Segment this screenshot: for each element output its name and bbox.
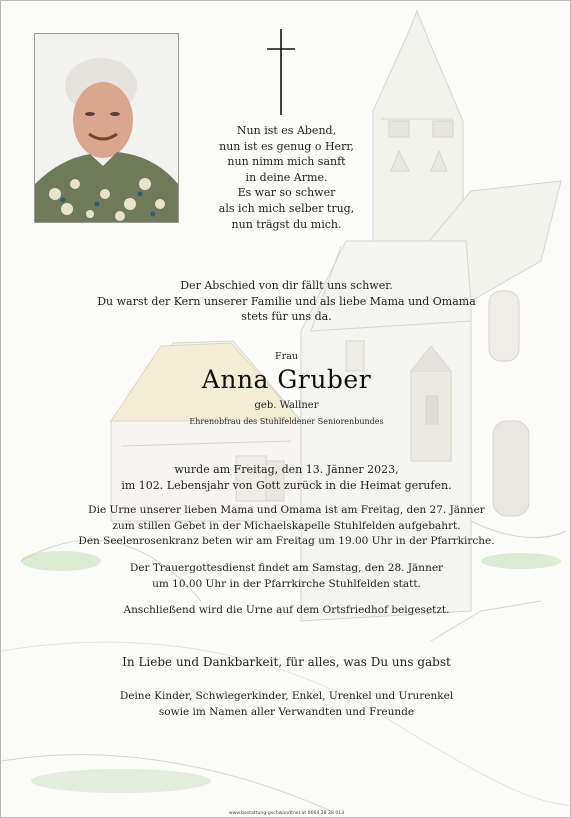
cross-icon bbox=[267, 29, 295, 115]
poem-line: Es war so schwer bbox=[237, 186, 336, 200]
service-notice bbox=[1, 561, 571, 592]
death-line: wurde am Freitag, den 13. Jänner 2023, bbox=[174, 463, 399, 476]
birth-name: geb. Wallner bbox=[254, 400, 319, 411]
poem-line: Nun ist es Abend, bbox=[236, 124, 337, 137]
closing-line: In Liebe und Dankbarkeit, für alles, was Du uns gabst bbox=[122, 655, 451, 669]
viewing-line: Die Urne unserer lieben Mama und Omama ist am Freitag, den 27. Jänner bbox=[88, 504, 485, 516]
honorary-title: Ehrenobfrau des Stuhlfeldener Seniorenbundes bbox=[189, 417, 384, 426]
farewell-line: stets für uns da. bbox=[241, 310, 332, 324]
salutation: Frau bbox=[275, 351, 298, 362]
family-signature bbox=[1, 689, 571, 720]
burial-notice: Anschließend wird die Urne auf dem Ortsfriedhof beigesetzt. bbox=[123, 604, 450, 616]
viewing-line: Den Seelenrosenkranz beten wir am Freitag um 19.00 Uhr in der Pfarrkirche. bbox=[78, 535, 495, 548]
farewell-line: Der Abschied von dir fällt uns schwer. bbox=[180, 279, 393, 292]
farewell-text bbox=[1, 278, 571, 325]
deceased-name: Anna Gruber bbox=[201, 365, 372, 394]
poem-line: in deine Arme. bbox=[245, 170, 328, 184]
poem-line: nun ist es genug o Herr, bbox=[219, 139, 354, 153]
family-line: Deine Kinder, Schwiegerkinder, Enkel, Urenkel und Ururenkel bbox=[119, 690, 454, 702]
death-notice bbox=[1, 462, 571, 493]
family-line: sowie im Namen aller Verwandten und Freunde bbox=[158, 705, 415, 718]
service-line: Der Trauergottesdienst findet am Samstag, den 28. Jänner bbox=[129, 562, 444, 574]
poem bbox=[1, 123, 571, 232]
farewell-line: Du warst der Kern unserer Familie und als liebe Mama und Omama bbox=[97, 294, 476, 308]
viewing-line: zum stillen Gebet in der Michaelskapelle Stuhlfelden aufgebahrt. bbox=[112, 519, 461, 532]
viewing-notice bbox=[1, 503, 571, 550]
poem-line: nun nimm mich sanft bbox=[227, 155, 346, 169]
poem-line: nun trägst du mich. bbox=[231, 217, 342, 231]
death-line: im 102. Lebensjahr von Gott zurück in die Heimat gerufen. bbox=[121, 478, 452, 492]
funeral-home-footer: www.bestattung-gschwandtner.at 0664 28 28 013 bbox=[228, 811, 345, 816]
service-line: um 10.00 Uhr in der Pfarrkirche Stuhlfelden statt. bbox=[152, 577, 421, 590]
poem-line: als ich mich selber trug, bbox=[218, 201, 355, 215]
